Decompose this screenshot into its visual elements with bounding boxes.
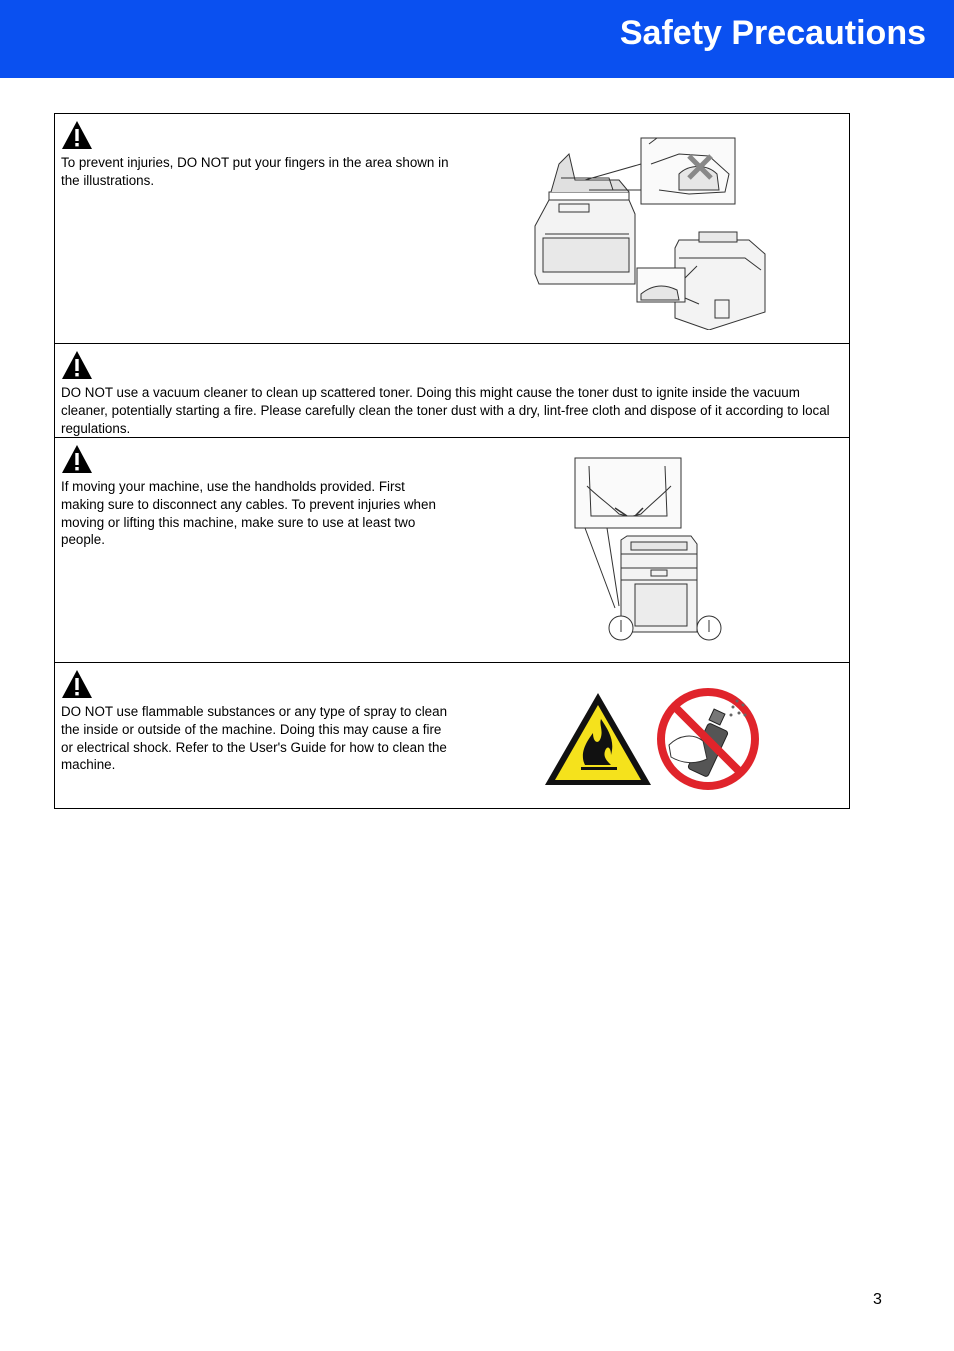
safety-text: DO NOT use a vacuum cleaner to clean up scattered toner. Doing this might cause the toner dust to ignite inside the vacuum cleaner, potentially starting a fire. Please carefully clean the toner dust with a dry, lint-free cloth and dispose of it according to local regulations. bbox=[61, 385, 830, 436]
page-number: 3 bbox=[873, 1291, 882, 1308]
safety-row-moving bbox=[55, 437, 849, 662]
lifting-machine-illustration bbox=[571, 456, 731, 648]
warning-icon bbox=[61, 669, 93, 699]
safety-row-flammable bbox=[55, 662, 849, 808]
fingers-pinch-illustration bbox=[529, 134, 774, 330]
no-spray-icon bbox=[653, 685, 763, 793]
page-title: Safety Precautions bbox=[619, 14, 926, 52]
safety-row-vacuum bbox=[55, 343, 849, 437]
safety-table bbox=[54, 113, 850, 809]
safety-row-fingers bbox=[55, 114, 849, 343]
safety-text: DO NOT use flammable substances or any type of spray to clean the inside or outside of the machine. Doing this may cause a fire or electrical shock. Refer to the User's Guide for how to clean the machine. bbox=[61, 704, 448, 773]
page-header bbox=[0, 0, 954, 78]
warning-icon bbox=[61, 350, 93, 380]
safety-text: To prevent injuries, DO NOT put your fingers in the area shown in the illustrations. bbox=[61, 155, 449, 188]
safety-text: If moving your machine, use the handholds provided. First making sure to disconnect any cables. To prevent injuries when moving or lifting this machine, make sure to use at least two people. bbox=[61, 479, 436, 548]
warning-icon bbox=[61, 444, 93, 474]
warning-icon bbox=[61, 120, 93, 150]
